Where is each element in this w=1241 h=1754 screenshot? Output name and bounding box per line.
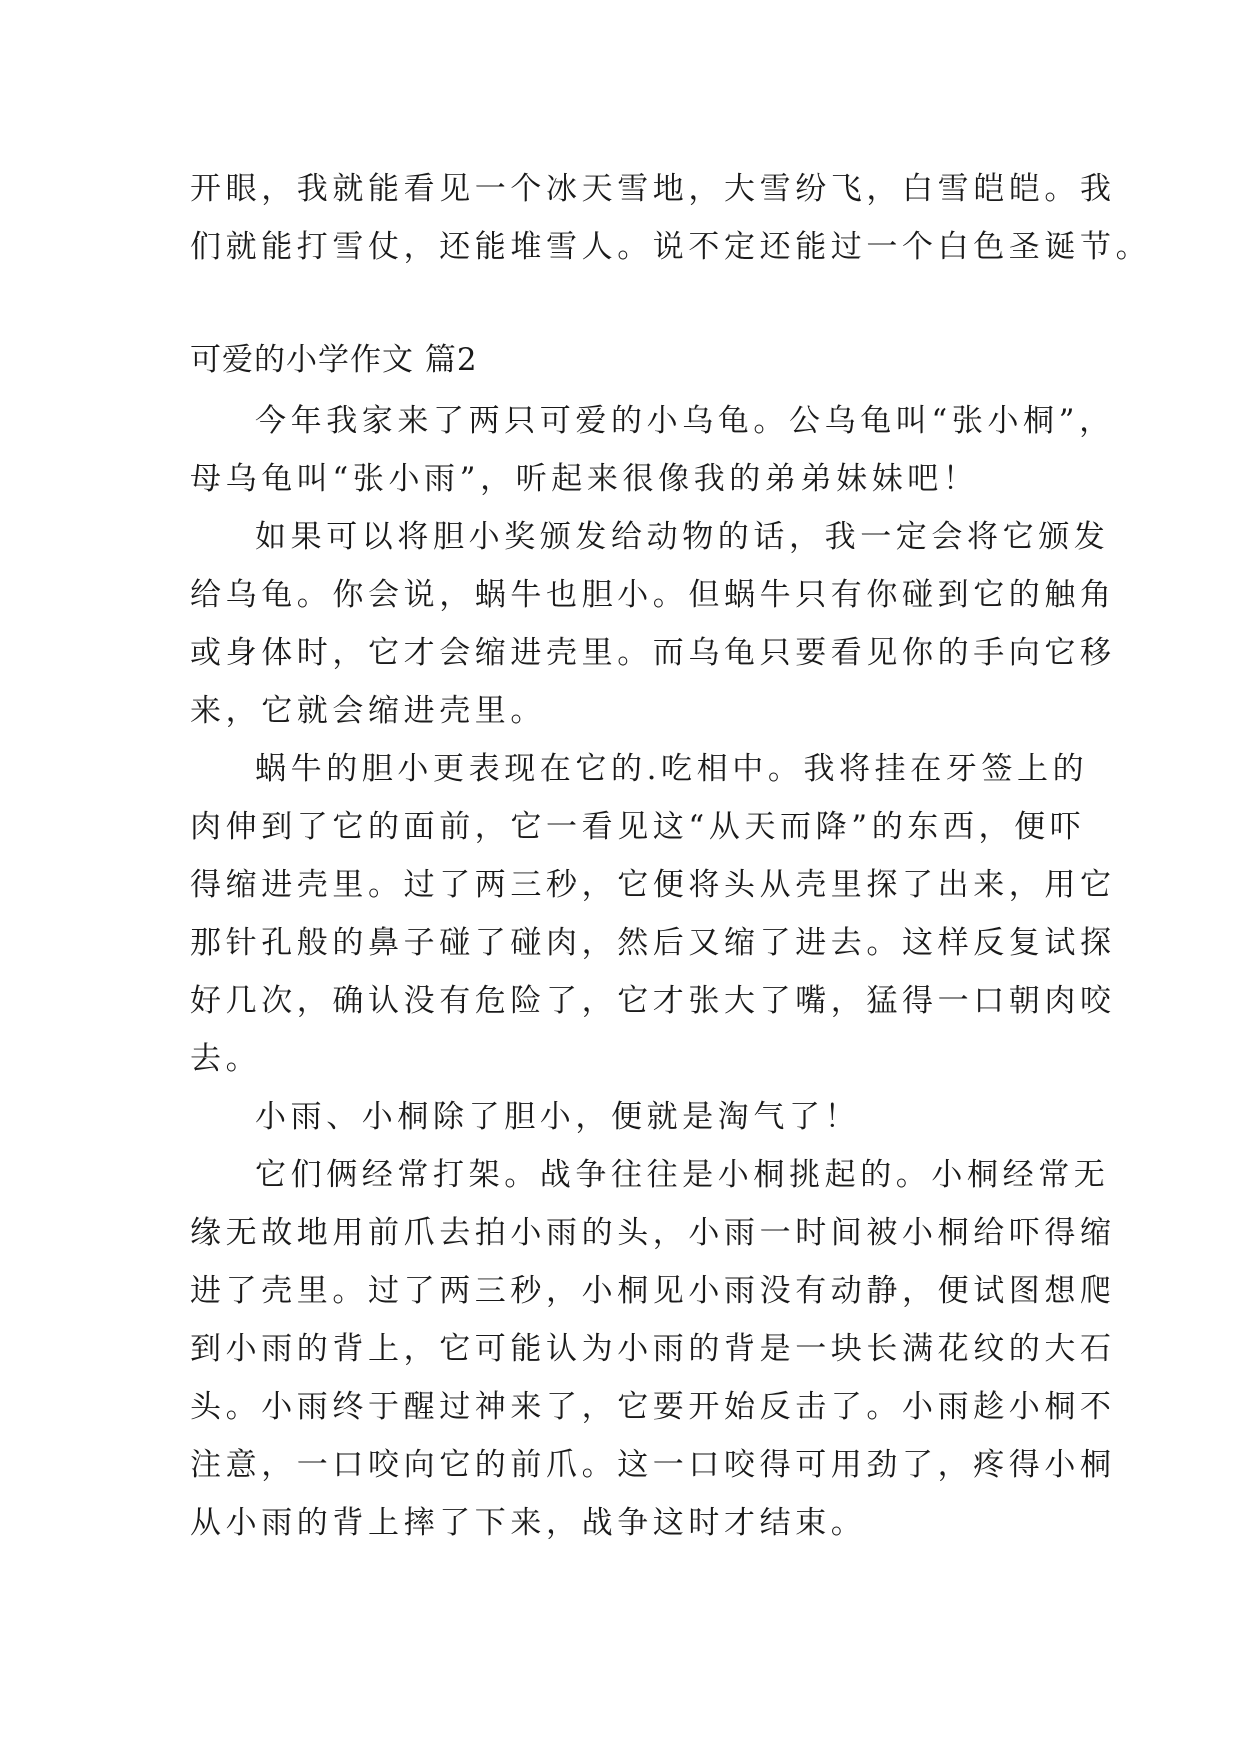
text-line: 或身体时，它才会缩进壳里。而乌龟只要看见你的手向它移	[190, 635, 1116, 671]
text-line: 如果可以将胆小奖颁发给动物的话，我一定会将它颁发	[255, 519, 1110, 555]
text-line: 开眼，我就能看见一个冰天雪地，大雪纷飞，白雪皑皑。我	[190, 171, 1116, 207]
text-line: 小雨、小桐除了胆小，便就是淘气了！	[255, 1099, 861, 1135]
text-line: 从小雨的背上摔了下来，战争这时才结束。	[190, 1505, 867, 1541]
text-line: 那针孔般的鼻子碰了碰肉，然后又缩了进去。这样反复试探	[190, 925, 1116, 961]
text-line: 缘无故地用前爪去拍小雨的头，小雨一时间被小桐给吓得缩	[190, 1215, 1116, 1251]
text-line: 蜗牛的胆小更表现在它的.吃相中。我将挂在牙签上的	[255, 751, 1089, 787]
text-line: 头。小雨终于醒过神来了，它要开始反击了。小雨趁小桐不	[190, 1389, 1116, 1425]
text-line: 们就能打雪仗，还能堆雪人。说不定还能过一个白色圣诞节。	[190, 229, 1152, 265]
text-line: 进了壳里。过了两三秒，小桐见小雨没有动静，便试图想爬	[190, 1273, 1116, 1309]
text-line: 注意，一口咬向它的前爪。这一口咬得可用劲了，疼得小桐	[190, 1447, 1116, 1483]
text-line: 得缩进壳里。过了两三秒，它便将头从壳里探了出来，用它	[190, 867, 1116, 903]
text-line: 来，它就会缩进壳里。	[190, 693, 546, 729]
text-line: 到小雨的背上，它可能认为小雨的背是一块长满花纹的大石	[190, 1331, 1116, 1367]
text-line: 母乌龟叫“张小雨”，听起来很像我的弟弟妹妹吧！	[190, 461, 979, 497]
text-line: 今年我家来了两只可爱的小乌龟。公乌龟叫“张小桐”，	[255, 403, 1115, 439]
text-line: 肉伸到了它的面前，它一看见这“从天而降”的东西，便吓	[190, 809, 1086, 845]
text-line: 它们俩经常打架。战争往往是小桐挑起的。小桐经常无	[255, 1157, 1110, 1193]
section-heading: 可爱的小学作文 篇2	[190, 342, 478, 378]
text-line: 去。	[190, 1041, 262, 1077]
text-line: 好几次，确认没有危险了，它才张大了嘴，猛得一口朝肉咬	[190, 983, 1116, 1019]
text-line: 给乌龟。你会说，蜗牛也胆小。但蜗牛只有你碰到它的触角	[190, 577, 1116, 613]
